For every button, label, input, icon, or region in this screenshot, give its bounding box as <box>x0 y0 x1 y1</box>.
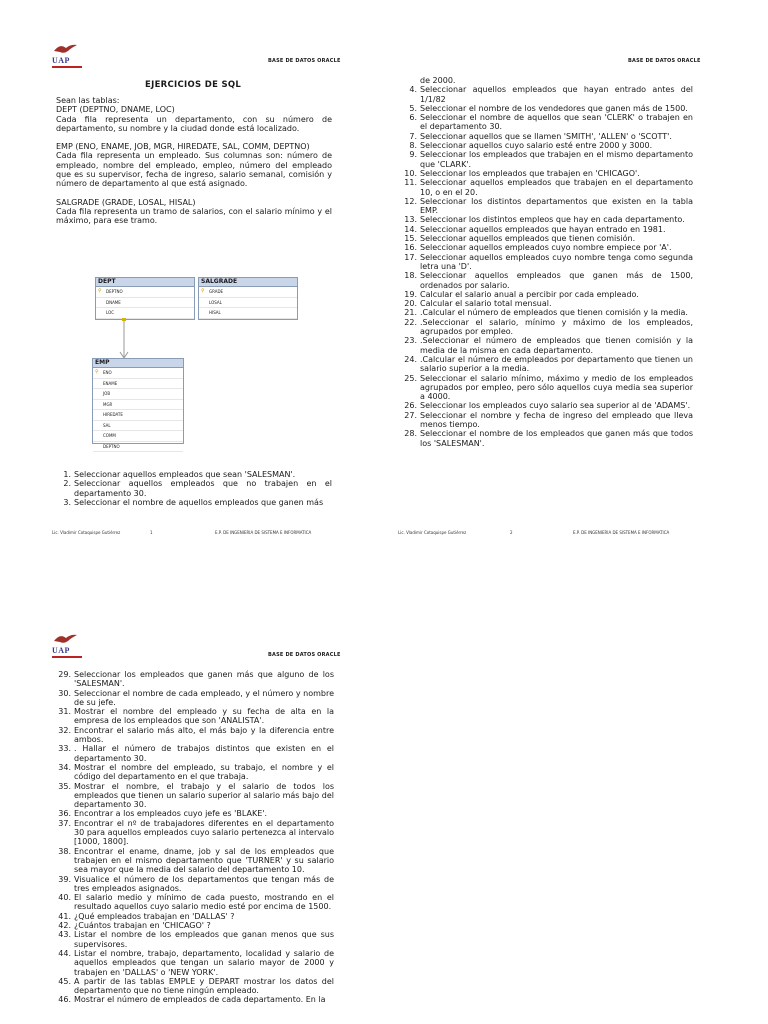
header-section: BASE DE DATOS ORACLE <box>268 652 341 658</box>
list-item: 45. A partir de las tablas EMPLE y DEPART mostrar los datos del departamento que no tiene ningún empleado. <box>58 976 334 996</box>
page-1 <box>40 40 345 540</box>
list-item: 27. Seleccionar el nombre y fecha de ingreso del empleado que lleva menos tiempo. <box>404 410 693 429</box>
bird-emblem-icon <box>52 42 78 56</box>
dept-definition: DEPT (DEPTNO, DNAME, LOC) <box>56 105 175 115</box>
list-item: 6. Seleccionar el nombre de aquellos que sean 'CLERK' o trabajen en el departamento 30. <box>409 113 693 132</box>
list-item: 31. Mostrar el nombre del empleado y su fecha de alta en la empresa de los empleados que son 'ANALISTA'. <box>58 707 334 726</box>
list-item: 28. Seleccionar el nombre de los empleados que ganen más que todos los 'SALESMAN'. <box>404 429 693 448</box>
table-emp <box>92 358 184 449</box>
list-item: 19. Calcular el salario anual a percibir por cada empleado. <box>404 289 639 299</box>
questions-list-page1 <box>52 470 332 507</box>
header-section: BASE DE DATOS ORACLE <box>628 58 701 64</box>
dept-description: Cada fila representa un departamento, con su número de departamento, su nombre y la ciudad donde está localizado. <box>56 114 332 133</box>
list-item: 10. Seleccionar los empleados que trabajen en 'CHICAGO'. <box>404 168 640 178</box>
list-item: 35. Mostrar el nombre, el trabajo y el salario de todos los empleados que tienen un salario superior al salario más bajo del departamento 30. <box>58 781 334 810</box>
table-salgrade-col: HISAL <box>199 308 297 319</box>
header-section: BASE DE DATOS ORACLE <box>268 58 341 64</box>
list-item: 36. Encontrar a los empleados cuyo jefe es 'BLAKE'. <box>58 809 267 819</box>
table-salgrade-col: LOSAL <box>199 298 297 309</box>
page-2 <box>398 40 703 540</box>
list-item: 34. Mostrar el nombre del empleado, su trabajo, el nombre y el código del departamento en el que trabaja. <box>58 762 334 782</box>
logo-text: UAP <box>52 56 70 65</box>
emp-description: Cada fila representa un empleado. Sus columnas son: número de empleado, nombre del empleado, empleo, número del empleado que es su supervisor, fecha de ingreso, salario semanal, comisión y número de departamento al que está asignado. <box>56 151 332 189</box>
table-emp-title: EMP <box>93 359 183 368</box>
list-item: 37. Encontrar el nº de trabajadores diferentes en el departamento 30 para aquellos empleados cuyo salario pertenezca al intervalo [1000, 1800]. <box>58 818 334 847</box>
list-item: 3. Seleccionar el nombre de aquellos empleados que ganen más <box>63 497 324 507</box>
footer-page-number: 2 <box>510 530 513 535</box>
key-icon: ⚲ <box>98 288 102 294</box>
table-dept-col: DNAME <box>96 298 194 309</box>
uap-logo <box>52 42 82 68</box>
table-emp-col: COMM <box>93 431 183 442</box>
list-item: 8. Seleccionar aquellos cuyo salario esté entre 2000 y 3000. <box>409 141 653 151</box>
salgrade-description: Cada fila representa un tramo de salarios, con el salario mínimo y el máximo, para ese tramo. <box>56 206 332 226</box>
list-item: 7. Seleccionar aquellos que se llamen 'SMITH', 'ALLEN' o 'SCOTT'. <box>409 131 672 141</box>
list-item: 20. Calcular el salario total mensual. <box>404 299 552 309</box>
table-emp-col: ENAME <box>93 379 183 390</box>
list-item: 38. Encontrar el ename, dname, job y sal de los empleados que trabajen en el mismo departamento que 'TURNER' y su salario sea mayor que la media del salario del departamento 10. <box>58 846 334 875</box>
key-icon: ⚲ <box>201 288 205 294</box>
footer-school: E.P. DE INGENIERIA DE SISTEMA E INFORMATICA <box>215 530 312 535</box>
table-emp-col: DEPTNO <box>93 442 183 453</box>
table-emp-col: JOB <box>93 389 183 400</box>
key-icon: ⚲ <box>95 369 99 375</box>
table-dept-title: DEPT <box>96 278 194 287</box>
table-dept-col: ⚲ DEPTNO <box>96 287 194 298</box>
list-item: 13. Seleccionar los distintos empleos que hay en cada departamento. <box>404 215 685 225</box>
list-item: 26. Seleccionar los empleados cuyo salario sea superior al de 'ADAMS'. <box>404 401 691 411</box>
questions-list-page2 <box>398 76 693 448</box>
list-item: 2. Seleccionar aquellos empleados que no trabajen en el departamento 30. <box>63 479 332 498</box>
table-salgrade-col: ⚲ GRADE <box>199 287 297 298</box>
list-item: 18. Seleccionar aquellos empleados que ganen más de 1500, ordenados por salario. <box>404 271 693 290</box>
relationship-line <box>118 318 130 360</box>
list-item: 41. ¿Qué empleados trabajan en 'DALLAS' ? <box>58 911 235 921</box>
page-title: EJERCICIOS DE SQL <box>145 80 242 90</box>
emp-definition: EMP (ENO, ENAME, JOB, MGR, HIREDATE, SAL, COMM, DEPTNO) <box>56 142 310 152</box>
intro-text: Sean las tablas: <box>56 96 120 105</box>
list-item: 14. Seleccionar aquellos empleados que hayan entrado en 1981. <box>404 224 666 234</box>
list-item: 33. . Hallar el número de trabajos distintos que existen en el departamento 30. <box>58 744 334 763</box>
table-salgrade <box>198 277 298 320</box>
logo-bar <box>52 66 82 68</box>
footer-author: Lic. Vladimir Cotaquispe Gutiérrez <box>52 530 121 535</box>
list-item: 30. Seleccionar el nombre de cada empleado, y el número y nombre de su jefe. <box>58 688 334 707</box>
list-item: 22. .Seleccionar el salario, mínimo y máximo de los empleados, agrupados por empleo. <box>404 317 693 337</box>
questions-list-page3 <box>52 670 334 1005</box>
list-item: 4. Seleccionar aquellos empleados que hayan entrado antes del 1/1/82 <box>409 85 693 104</box>
page-3 <box>40 630 345 1024</box>
list-item: 16. Seleccionar aquellos empleados cuyo nombre empiece por 'A'. <box>404 243 672 253</box>
table-dept-col: LOC <box>96 308 194 319</box>
list-item: 1. Seleccionar aquellos empleados que sean 'SALESMAN'. <box>63 470 296 479</box>
table-emp-col: SAL <box>93 421 183 432</box>
list-item: 46. Mostrar el número de empleados de cada departamento. En la <box>58 995 326 1005</box>
list-item: 32. Encontrar el salario más alto, el más bajo y la diferencia entre ambos. <box>58 725 334 745</box>
salgrade-definition: SALGRADE (GRADE, LOSAL, HISAL) <box>56 197 196 207</box>
table-emp-col: ⚲ ENO <box>93 368 183 379</box>
table-dept <box>95 277 195 320</box>
list-item: 5. Seleccionar el nombre de los vendedores que ganen más de 1500. <box>409 103 688 113</box>
list-item: 24. .Calcular el número de empleados por departamento que tienen un salario superior a la media. <box>404 354 693 374</box>
list-item: 21. .Calcular el número de empleados que tienen comisión y la media. <box>404 308 688 318</box>
list-item: 23. .Seleccionar el número de empleados que tienen comisión y la media de la misma en cada departamento. <box>404 336 693 355</box>
logo-bar <box>52 656 82 658</box>
list-item: 42. ¿Cuántos trabajan en 'CHICAGO' ? <box>58 921 211 931</box>
intro-block <box>56 96 332 226</box>
list-item: 43. Listar el nombre de los empleados que ganan menos que sus supervisores. <box>58 930 334 949</box>
list-item: 29. Seleccionar los empleados que ganen más que alguno de los 'SALESMAN'. <box>58 670 334 689</box>
footer-school: E.P. DE INGENIERIA DE SISTEMA E INFORMATICA <box>573 530 670 535</box>
list-item: 40. El salario medio y mínimo de cada puesto, mostrando en el resultado aquellos cuyo salario medio esté por encima de 1500. <box>58 893 334 912</box>
footer-page-number: 1 <box>150 530 153 535</box>
footer-author: Lic. Vladimir Cotaquispe Gutiérrez <box>398 530 467 535</box>
uap-logo <box>52 632 82 658</box>
table-salgrade-title: SALGRADE <box>199 278 297 287</box>
logo-text: UAP <box>52 646 70 655</box>
list-item: 12. Seleccionar los distintos departamentos que existen en la tabla EMP. <box>404 196 693 216</box>
list-item: 39. Visualice el número de los departamentos que tengan más de tres empleados asignados. <box>58 874 334 893</box>
list-item: de 2000. <box>420 76 456 85</box>
table-emp-col: HIREDATE <box>93 410 183 421</box>
list-item: 44. Listar el nombre, trabajo, departamento, localidad y salario de aquellos empleados que tengan un salario mayor de 2000 y trabajen en 'DALLAS' o 'NEW YORK'. <box>58 948 334 977</box>
bird-emblem-icon <box>52 632 78 646</box>
list-item: 25. Seleccionar el salario mínimo, máximo y medio de los empleados agrupados por empleo, pero sólo aquellos cuya media sea superior a 4000. <box>404 373 693 402</box>
table-emp-col: MGR <box>93 400 183 411</box>
list-item: 9. Seleccionar los empleados que trabajen en el mismo departamento que 'CLARK'. <box>409 150 693 169</box>
list-item: 11. Seleccionar aquellos empleados que trabajen en el departamento 10, o en el 20. <box>404 178 693 197</box>
list-item: 15. Seleccionar aquellos empleados que tienen comisión. <box>404 234 636 244</box>
list-item: 17. Seleccionar aquellos empleados cuyo nombre tenga como segunda letra una 'D'. <box>404 252 693 271</box>
